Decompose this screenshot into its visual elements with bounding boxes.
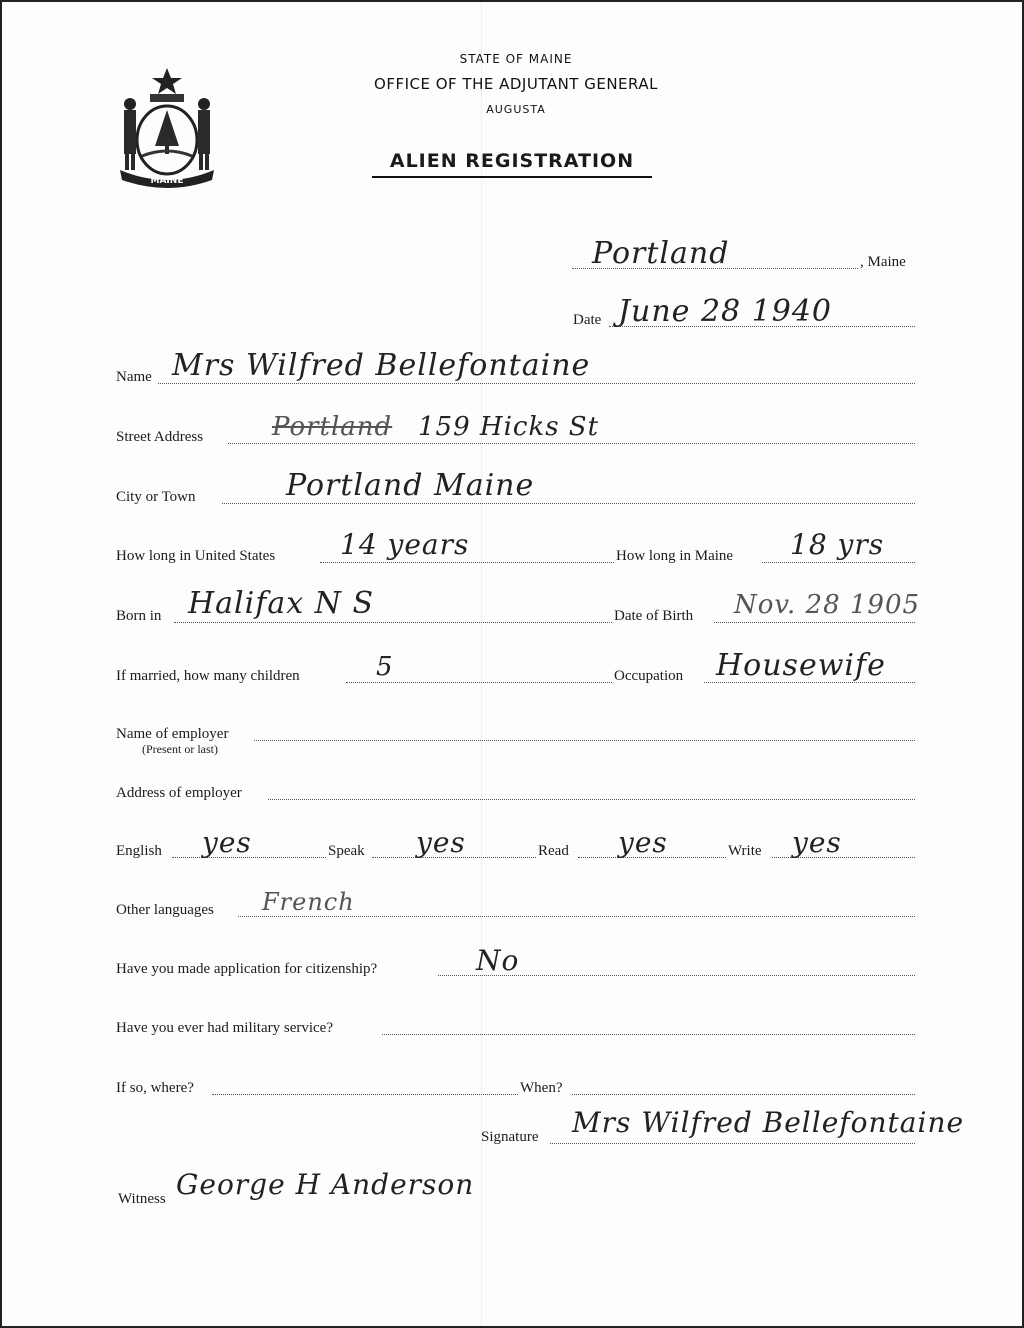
born-in-label: Born in bbox=[116, 608, 162, 624]
place-value: Portland bbox=[592, 236, 730, 271]
read-label: Read bbox=[538, 843, 569, 859]
witness-label: Witness bbox=[118, 1191, 166, 1207]
header-office: OFFICE OF THE ADJUTANT GENERAL bbox=[374, 75, 658, 93]
city-label: City or Town bbox=[116, 489, 196, 505]
military-line bbox=[382, 1034, 915, 1035]
write-value: yes bbox=[792, 826, 842, 859]
dob-line bbox=[714, 622, 915, 623]
svg-text:MAINE: MAINE bbox=[150, 176, 184, 186]
children-label: If married, how many children bbox=[116, 668, 300, 684]
name-line bbox=[158, 383, 915, 384]
form-title: ALIEN REGISTRATION bbox=[372, 150, 652, 178]
city-line bbox=[222, 503, 915, 504]
header-state: STATE OF MAINE bbox=[459, 52, 573, 66]
children-value: 5 bbox=[376, 652, 394, 682]
occupation-value: Housewife bbox=[716, 648, 886, 683]
english-value: yes bbox=[202, 826, 252, 859]
how-long-maine-line bbox=[762, 562, 915, 563]
city-value: Portland Maine bbox=[286, 468, 535, 503]
dob-label: Date of Birth bbox=[614, 608, 694, 624]
name-label: Name bbox=[116, 369, 152, 385]
read-value: yes bbox=[618, 826, 668, 859]
occupation-label: Occupation bbox=[614, 668, 684, 684]
when-line bbox=[572, 1094, 915, 1095]
other-languages-value: French bbox=[262, 888, 355, 916]
employer-line bbox=[254, 740, 915, 741]
employer-label: Name of employer bbox=[116, 726, 229, 742]
born-in-line bbox=[174, 622, 612, 623]
how-long-us-label: How long in United States bbox=[116, 548, 276, 564]
how-long-maine-label: How long in Maine bbox=[616, 548, 734, 564]
write-label: Write bbox=[728, 843, 762, 859]
born-in-value: Halifax N S bbox=[188, 586, 375, 621]
street-line bbox=[228, 443, 915, 444]
citizenship-label: Have you made application for citizenship? bbox=[116, 961, 378, 977]
date-label: Date bbox=[573, 312, 602, 328]
when-label: When? bbox=[520, 1080, 563, 1096]
citizenship-value: No bbox=[476, 944, 520, 977]
street-struck-value: Portland bbox=[272, 412, 393, 442]
employer-address-label: Address of employer bbox=[116, 785, 242, 801]
where-line bbox=[212, 1094, 518, 1095]
english-label: English bbox=[116, 843, 162, 859]
where-label: If so, where? bbox=[116, 1080, 194, 1096]
employer-sub-label: (Present or last) bbox=[142, 742, 218, 756]
header-city: AUGUSTA bbox=[486, 103, 546, 116]
how-long-maine-value: 18 yrs bbox=[790, 528, 885, 561]
employer-address-line bbox=[268, 799, 915, 800]
maine-label: , Maine bbox=[860, 254, 906, 270]
other-languages-label: Other languages bbox=[116, 902, 214, 918]
name-value: Mrs Wilfred Bellefontaine bbox=[172, 348, 591, 383]
date-value: June 28 1940 bbox=[618, 294, 833, 329]
signature-value: Mrs Wilfred Bellefontaine bbox=[572, 1106, 965, 1139]
street-label: Street Address bbox=[116, 429, 204, 445]
how-long-us-value: 14 years bbox=[340, 528, 470, 561]
witness-value: George H Anderson bbox=[176, 1168, 475, 1201]
state-seal-icon bbox=[112, 66, 222, 188]
signature-line bbox=[550, 1143, 915, 1144]
signature-label: Signature bbox=[481, 1129, 539, 1145]
military-label: Have you ever had military service? bbox=[116, 1020, 333, 1036]
speak-label: Speak bbox=[328, 843, 365, 859]
children-line bbox=[346, 682, 612, 683]
dob-value: Nov. 28 1905 bbox=[734, 590, 921, 620]
how-long-us-line bbox=[320, 562, 614, 563]
other-languages-line bbox=[238, 916, 915, 917]
speak-value: yes bbox=[416, 826, 466, 859]
street-value: 159 Hicks St bbox=[418, 412, 600, 442]
